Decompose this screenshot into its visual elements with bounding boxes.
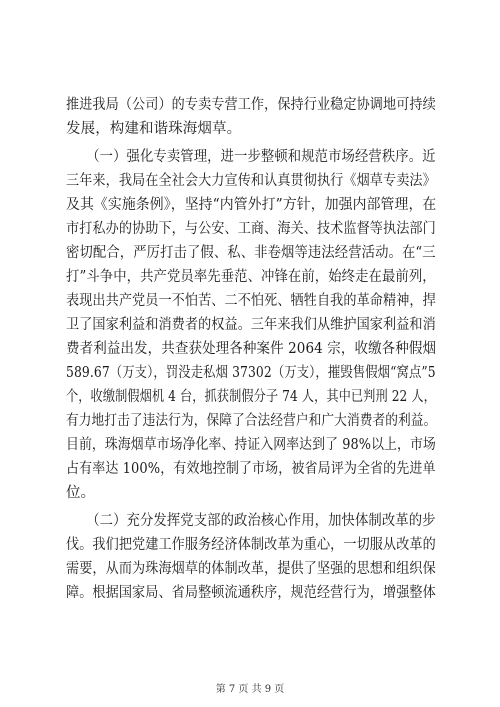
text-line: （二）充分发挥党支部的政治核心作用，加快体制改革的步: [66, 513, 436, 529]
text-line: 目前，珠海烟草市场净化率、持证入网率达到了 98%以上，市场: [66, 437, 436, 453]
text-line: 费者利益出发，共查获处理各种案件 2064 宗，收缴各种假烟: [66, 341, 437, 357]
text-line: 需要，从而为珠海烟草的体制改革，提供了坚强的思想和组织保: [66, 561, 436, 577]
text-line: 表现出共产党员一不怕苦、二不怕死、牺牲自我的革命精神，捍: [66, 293, 436, 309]
text-line: 密切配合，严厉打击了假、私、非卷烟等违法经营活动。在“三: [66, 245, 436, 261]
text-line: 及其《实施条例》，坚持“内管外打”方针，加强内部管理，在: [66, 197, 437, 213]
text-line: 有力地打击了违法行为，保障了合法经营户和广大消费者的利益。: [66, 413, 437, 429]
text-line: 障。根据国家局、省局整顿流通秩序，规范经营行为，增强整体: [66, 585, 436, 601]
text-line: 卫了国家利益和消费者的权益。三年来我们从维护国家利益和消: [66, 317, 436, 333]
text-line: 占有率达 100%，有效地控制了市场，被省局评为全省的先进单: [66, 461, 436, 477]
text-line: （一）强化专卖管理，进一步整顿和规范市场经营秩序。近: [66, 149, 436, 165]
text-line: 个，收缴制假烟机 4 台，抓获制假分子 74 人，其中已判刑 22 人，: [66, 389, 436, 405]
text-line: 伐。我们把党建工作服务经济体制改革为重心，一切服从改革的: [66, 537, 436, 553]
text-line: 推进我局（公司）的专卖专营工作，保持行业稳定协调地可持续: [66, 97, 436, 113]
text-line: 市打私办的协助下，与公安、工商、海关、技术监督等执法部门: [66, 221, 436, 237]
page-footer: 第 7 页 共 9 页: [215, 684, 285, 695]
text-line: 三年来，我局在全社会大力宣传和认真贯彻执行《烟草专卖法》: [66, 173, 436, 189]
text-line: 589.67（万支），罚没走私烟 37302（万支），摧毁售假烟“窝点”5: [66, 365, 436, 381]
text-line: 打”斗争中，共产党员率先垂范、冲锋在前，始终走在最前列，: [66, 269, 436, 285]
text-line: 发展，构建和谐珠海烟草。: [66, 121, 242, 137]
text-line: 位。: [66, 485, 96, 501]
